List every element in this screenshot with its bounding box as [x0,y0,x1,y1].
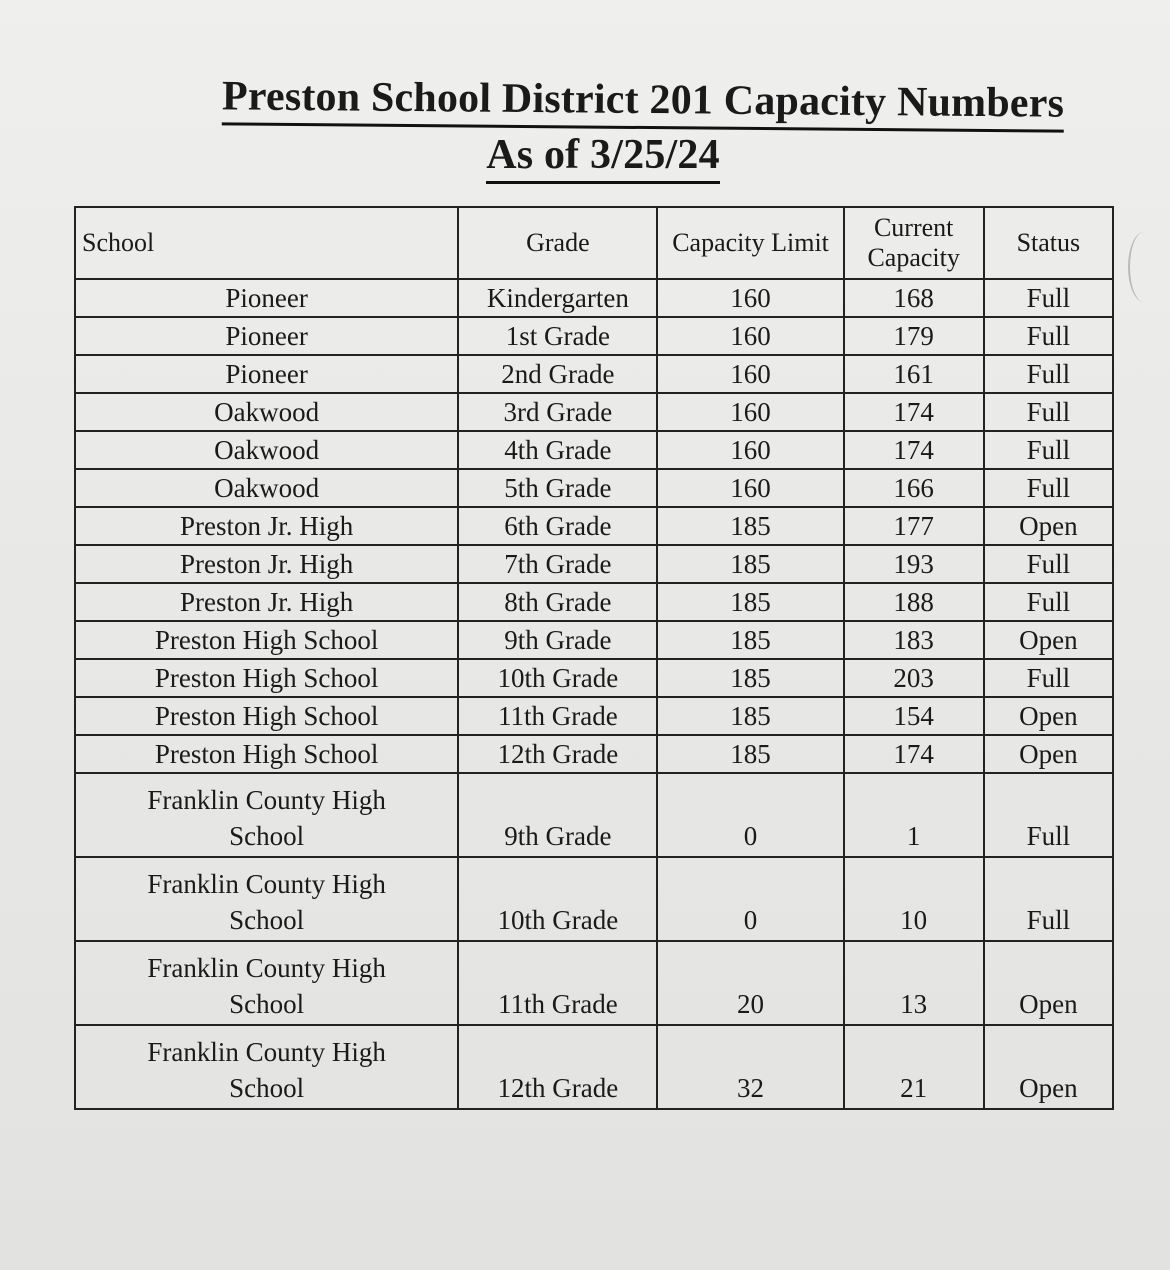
cell-status: Open [984,941,1113,1025]
table-row [75,507,1113,545]
cell-current-capacity: 21 [844,1025,984,1109]
cell-school: Pioneer [75,355,458,393]
cell-capacity-limit: 185 [657,659,843,697]
cell-grade: 12th Grade [458,735,657,773]
cell-school: Preston Jr. High [75,545,458,583]
cell-school: Preston Jr. High [75,507,458,545]
cell-current-capacity: 1 [844,773,984,857]
cell-school: Franklin County High School [75,857,458,941]
cell-current-capacity: 154 [844,697,984,735]
cell-status: Full [984,355,1113,393]
cell-capacity-limit: 32 [657,1025,843,1109]
cell-grade: 7th Grade [458,545,657,583]
cell-school: Pioneer [75,317,458,355]
cell-current-capacity: 10 [844,857,984,941]
cell-grade: 9th Grade [458,621,657,659]
cell-current-capacity: 166 [844,469,984,507]
table-row [75,857,1113,941]
cell-grade: Kindergarten [458,279,657,317]
header-school: School [75,207,458,279]
cell-capacity-limit: 160 [657,393,843,431]
table-row [75,355,1113,393]
cell-current-capacity: 168 [844,279,984,317]
cell-status: Full [984,857,1113,941]
cell-grade: 3rd Grade [458,393,657,431]
cell-current-capacity: 174 [844,735,984,773]
cell-current-capacity: 13 [844,941,984,1025]
cell-current-capacity: 174 [844,431,984,469]
cell-grade: 8th Grade [458,583,657,621]
table-row [75,317,1113,355]
table-row [75,545,1113,583]
table-row [75,393,1113,431]
cell-capacity-limit: 185 [657,545,843,583]
cell-capacity-limit: 160 [657,355,843,393]
cell-capacity-limit: 185 [657,507,843,545]
cell-capacity-limit: 185 [657,697,843,735]
cell-status: Open [984,697,1113,735]
table-header-row [75,207,1113,279]
header-current-capacity: Current Capacity [844,207,984,279]
cell-capacity-limit: 0 [657,773,843,857]
cell-school: Franklin County High School [75,773,458,857]
cell-school: Preston High School [75,697,458,735]
cell-grade: 6th Grade [458,507,657,545]
cell-grade: 1st Grade [458,317,657,355]
cell-capacity-limit: 185 [657,735,843,773]
cell-capacity-limit: 185 [657,621,843,659]
cell-grade: 10th Grade [458,659,657,697]
cell-school: Preston Jr. High [75,583,458,621]
table-row [75,659,1113,697]
table-row [75,431,1113,469]
cell-current-capacity: 177 [844,507,984,545]
table-row [75,735,1113,773]
cell-school: Oakwood [75,393,458,431]
header-status: Status [984,207,1113,279]
cell-status: Full [984,659,1113,697]
table-row [75,279,1113,317]
table-row [75,1025,1113,1109]
cell-grade: 5th Grade [458,469,657,507]
cell-status: Full [984,773,1113,857]
document-subtitle: As of 3/25/24 [486,129,720,184]
cell-status: Full [984,469,1113,507]
cell-status: Full [984,545,1113,583]
cell-school: Oakwood [75,431,458,469]
paper-edge-mark [1128,232,1160,302]
cell-school: Preston High School [75,735,458,773]
table-row [75,697,1113,735]
table-row [75,621,1113,659]
table-body [75,279,1113,1109]
cell-school: Oakwood [75,469,458,507]
cell-current-capacity: 183 [844,621,984,659]
cell-school: Franklin County High School [75,941,458,1025]
cell-capacity-limit: 160 [657,279,843,317]
table-row [75,469,1113,507]
cell-capacity-limit: 160 [657,469,843,507]
cell-current-capacity: 161 [844,355,984,393]
cell-current-capacity: 188 [844,583,984,621]
table-row [75,941,1113,1025]
cell-grade: 12th Grade [458,1025,657,1109]
cell-capacity-limit: 185 [657,583,843,621]
cell-current-capacity: 179 [844,317,984,355]
cell-status: Full [984,583,1113,621]
cell-grade: 10th Grade [458,857,657,941]
cell-grade: 2nd Grade [458,355,657,393]
cell-school: Pioneer [75,279,458,317]
cell-status: Full [984,393,1113,431]
cell-grade: 11th Grade [458,697,657,735]
table-wrapper [6,206,1121,1110]
cell-grade: 9th Grade [458,773,657,857]
document-title: Preston School District 201 Capacity Numbers [222,70,1065,132]
capacity-table [74,206,1114,1110]
cell-school: Franklin County High School [75,1025,458,1109]
document-title-block [168,74,1118,184]
cell-status: Full [984,279,1113,317]
cell-capacity-limit: 160 [657,431,843,469]
cell-status: Open [984,735,1113,773]
cell-grade: 11th Grade [458,941,657,1025]
cell-capacity-limit: 160 [657,317,843,355]
cell-status: Open [984,621,1113,659]
header-capacity-limit: Capacity Limit [657,207,843,279]
cell-current-capacity: 174 [844,393,984,431]
cell-school: Preston High School [75,659,458,697]
header-grade: Grade [458,207,657,279]
cell-grade: 4th Grade [458,431,657,469]
cell-capacity-limit: 0 [657,857,843,941]
cell-status: Full [984,431,1113,469]
cell-school: Preston High School [75,621,458,659]
cell-status: Open [984,1025,1113,1109]
cell-capacity-limit: 20 [657,941,843,1025]
table-row [75,583,1113,621]
cell-current-capacity: 193 [844,545,984,583]
table-row [75,773,1113,857]
cell-current-capacity: 203 [844,659,984,697]
cell-status: Full [984,317,1113,355]
cell-status: Open [984,507,1113,545]
